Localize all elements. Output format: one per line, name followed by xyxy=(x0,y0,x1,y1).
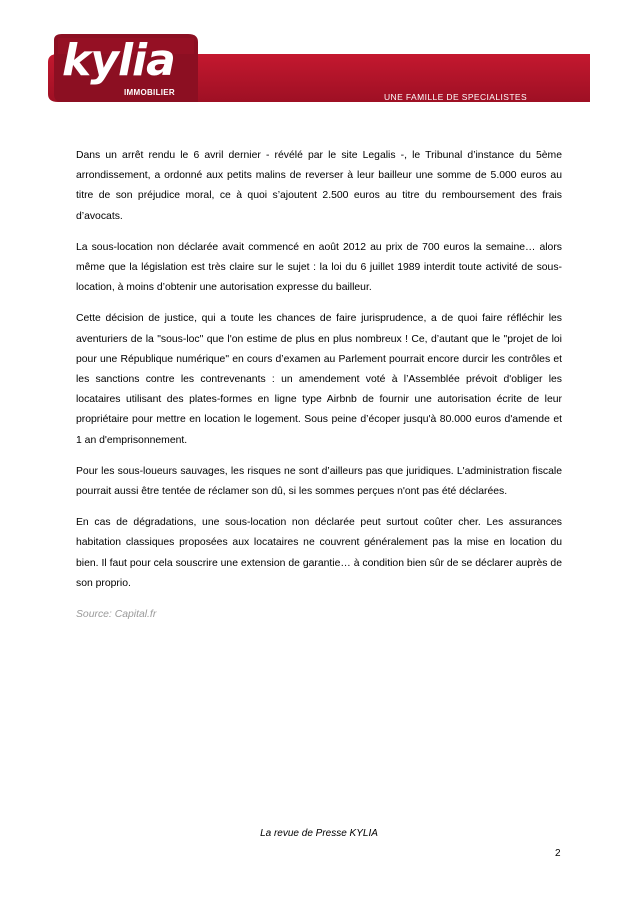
paragraph: En cas de dégradations, une sous-location non déclarée peut surtout coûter cher. Les assurances habitation classiques proposées aux locataires ne couvrent généralement pas la mise en location du bien. Il faut pour cela souscrire une extension de garantie… à condition bien sûr de se déclarer auprès de son proprio. xyxy=(76,517,562,589)
article-body xyxy=(76,146,562,636)
header-tagline: UNE FAMILLE DE SPECIALISTES xyxy=(384,92,528,102)
logo-subtext: IMMOBILIER xyxy=(124,88,175,97)
paragraph: Cette décision de justice, qui a toute les chances de faire jurisprudence, a de quoi faire réfléchir les aventuriers de la "sous-loc" que l'on estime de plus en plus nombreux ! Ce, d’autant que le "projet de loi pour une République numérique" en cours d’examen au Parlement pourrait encore durcir les contrôles et les sanctions contre les contrevenants : un amendement voté à l’Assemblée prévoit d'obliger les locataires utilisant des plates-formes en ligne type Airbnb de fournir une autorisation écrite de leur propriétaire pour mettre en location le logement. Sous peine d’écoper jusqu'à 80.000 euros d'amende et 1 an d'emprisonnement. xyxy=(76,313,562,446)
source-credit: Source: Capital.fr xyxy=(76,609,157,621)
footer-title: La revue de Presse KYLIA xyxy=(260,828,378,839)
paragraph: Pour les sous-loueurs sauvages, les risques ne sont d’ailleurs pas que juridiques. L'administration fiscale pourrait aussi être tentée de réclamer son dû, si les sommes perçues n'ont pas été déclarées. xyxy=(76,465,562,498)
paragraph: Dans un arrêt rendu le 6 avril dernier - révélé par le site Legalis -, le Tribunal d’instance du 5ème arrondissement, a ordonné aux petits malins de reverser à leur bailleur une somme de 5.000 euros au titre de son préjudice moral, ce à quoi s’ajoutent 2.500 euros au titre du remboursement des frais d’avocats. xyxy=(76,150,562,222)
paragraph: La sous-location non déclarée avait commencé en août 2012 au prix de 700 euros la semaine… alors même que la législation est très claire sur le sujet : la loi du 6 juillet 1989 interdit toute activité de sous-location, à moins d’obtenir une autorisation expresse du bailleur. xyxy=(76,241,562,294)
page-number: 2 xyxy=(555,848,561,859)
header-banner xyxy=(48,32,590,106)
logo-wordmark: kylia xyxy=(62,35,175,86)
